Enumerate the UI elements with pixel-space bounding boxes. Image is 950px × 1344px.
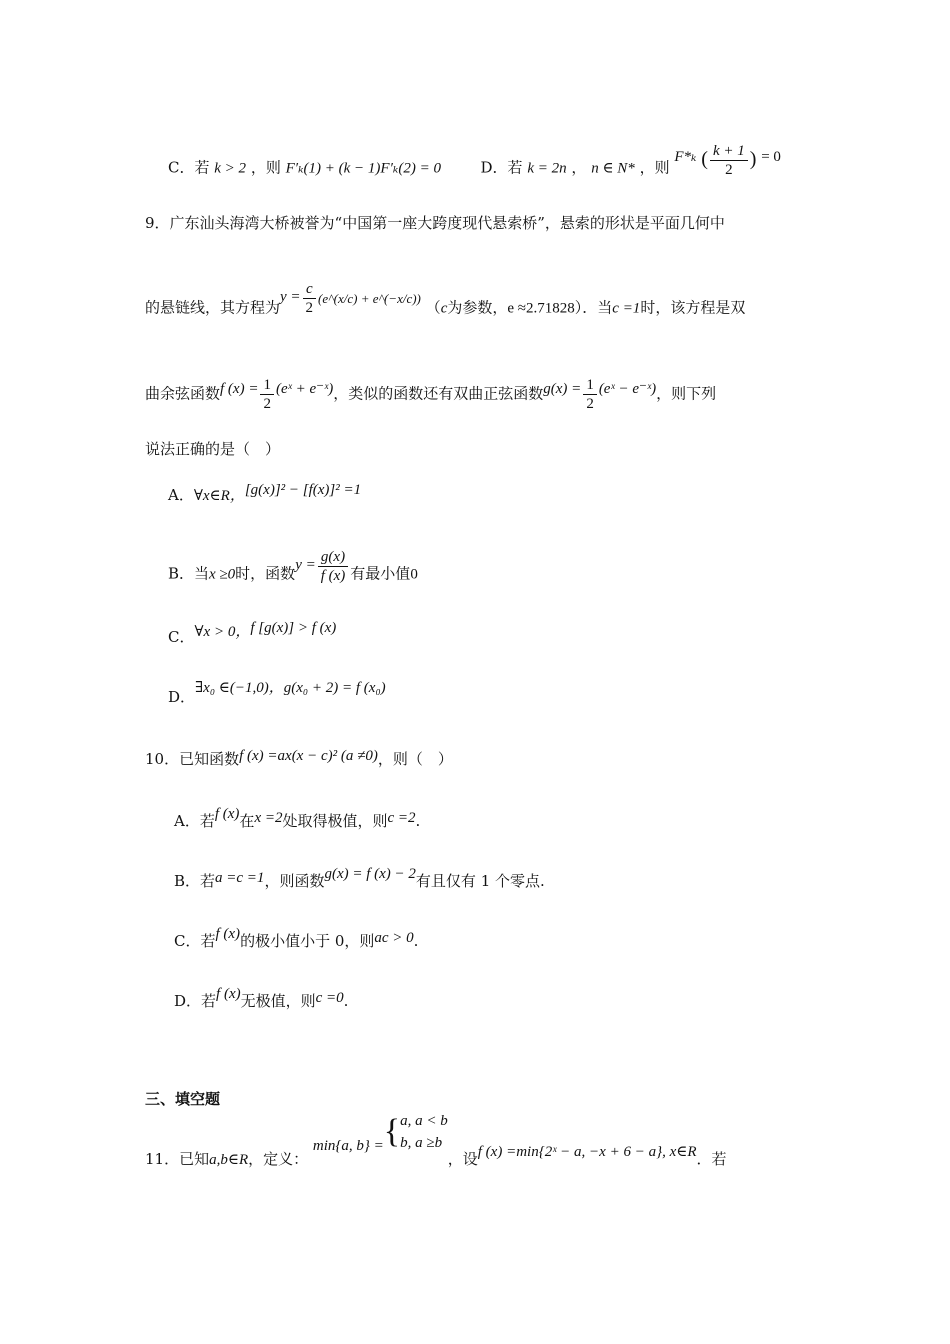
q9-optC-formula: f [g(x)] > f (x) (250, 620, 337, 636)
q11-stem: 11．已知a,b∈R，定义： min{a, b} ={ a, a < b b, a ≥b ，设f (x) =min{2ˣ − a, −x + 6 − a}, x∈R．若 (145, 1110, 727, 1160)
q9-cosh-expr: (eˣ + e⁻ˣ) (275, 380, 334, 397)
q10-optD: D．若f (x)无极值，则c =0. (174, 986, 349, 1010)
q9-line2: 的悬链线，其方程为y = $\frac{c}{2}$ (e^(x/c) + e^(−x/c)) （c为参数，e ≈2.71828）．当c =1时，该方程是双 (145, 281, 746, 317)
q8-optC-label: C．若 (168, 158, 210, 177)
q10-function: f (x) =ax(x − c)² (a ≠0) (239, 748, 378, 764)
q9-optC: C．∀x > 0，f [g(x)] > f (x) (168, 620, 337, 646)
q9-optB-frac: $\frac{g(x)}{f (x)}$ (318, 548, 349, 585)
q8-optD-cond: k = 2n (527, 160, 567, 177)
q9-catenary-y: y = (280, 288, 301, 305)
section-title-fill-in: 三、填空题 (145, 1090, 221, 1108)
q9-cosh-frac: $\frac{1}{2}$ (260, 376, 274, 413)
q11-min-lhs: min{a, b} = (312, 1138, 384, 1154)
q8-options-cd: C．若 k > 2 ，则 F′ₖ(1) + (k − 1)F′ₖ(2) = 0 D．若 k = 2n ， n ∈ N* ，则 F*ₖ ( $\frac{k + 1}{2}$ ) = 0 (168, 143, 781, 178)
q9-optB: B．当x ≥0时，函数y = $\frac{g(x)}{f (x)}$ 有最小值0 (168, 549, 418, 584)
q9-optD-formula: g(x₀ + 2) = f (x₀) (283, 680, 386, 696)
q8-optD-rhs: = 0 (761, 148, 781, 165)
q9-line3: 曲余弦函数f (x) = $\frac{1}{2}$ (eˣ + e⁻ˣ)，类似的函数还有双曲正弦函数g(x) = $\frac{1}{2}$ (eˣ − e⁻ˣ)，则下列 (145, 377, 717, 412)
q9-optD: D．∃x₀ ∈(−1,0)，g(x₀ + 2) = f (x₀) (168, 680, 386, 706)
q9-e-value: e ≈2.71828 (507, 300, 575, 317)
q11-f-def: f (x) =min{2ˣ − a, −x + 6 − a}, x∈R (477, 1144, 697, 1160)
q10-optB: B．若a =c =1，则函数g(x) = f (x) − 2有且仅有 1 个零点. (174, 866, 545, 890)
q10-optB-formula: g(x) = f (x) − 2 (324, 866, 416, 882)
q10-stem: 10．已知函数f (x) =ax(x − c)² (a ≠0)，则（ ） (145, 748, 453, 768)
q8-optC-cond: k > 2 (214, 160, 247, 177)
q10-optA: A．若f (x)在x =2处取得极值，则c =2. (174, 806, 421, 830)
q8-optD-label: D．若 (480, 158, 523, 177)
q9-optA-formula: [g(x)]² − [f(x)]² =1 (244, 482, 362, 498)
q9-cosh-f: f (x) = (220, 380, 259, 397)
q9-catenary-paren: (e^(x/c) + e^(−x/c)) (318, 290, 421, 306)
q9-sinh-frac: $\frac{1}{2}$ (583, 376, 597, 413)
q8-optD-cond2: n ∈ N* (591, 160, 635, 177)
q8-optD-frac: $\frac{k + 1}{2}$ (710, 142, 748, 179)
q8-optD-sep: ， (571, 158, 587, 177)
q10-optC: C．若f (x)的极小值小于 0，则ac > 0. (174, 926, 419, 950)
q8-optC-then: ，则 (250, 158, 281, 177)
q8-optD-then: ，则 (639, 158, 670, 177)
q9-line1: 9．广东汕头海湾大桥被誉为“中国第一座大跨度现代悬索桥”，悬索的形状是平面几何中 (145, 214, 725, 232)
q9-optA: A．∀x∈R，[g(x)]² − [f(x)]² =1 (168, 482, 362, 504)
q9-c-equals-1: c =1 (612, 300, 641, 317)
q9-line4: 说法正确的是（ ） (145, 440, 281, 458)
q8-optC-formula: F′ₖ(1) + (k − 1)F′ₖ(2) = 0 (285, 160, 441, 177)
q9-catenary-frac: $\frac{c}{2}$ (303, 280, 317, 317)
q9-sinh-expr: (eˣ − e⁻ˣ) (598, 380, 657, 397)
q8-optD-fn: F*ₖ (674, 148, 697, 165)
q9-sinh-g: g(x) = (543, 380, 582, 397)
q11-cases: a, a < b b, a ≥b (400, 1113, 448, 1151)
